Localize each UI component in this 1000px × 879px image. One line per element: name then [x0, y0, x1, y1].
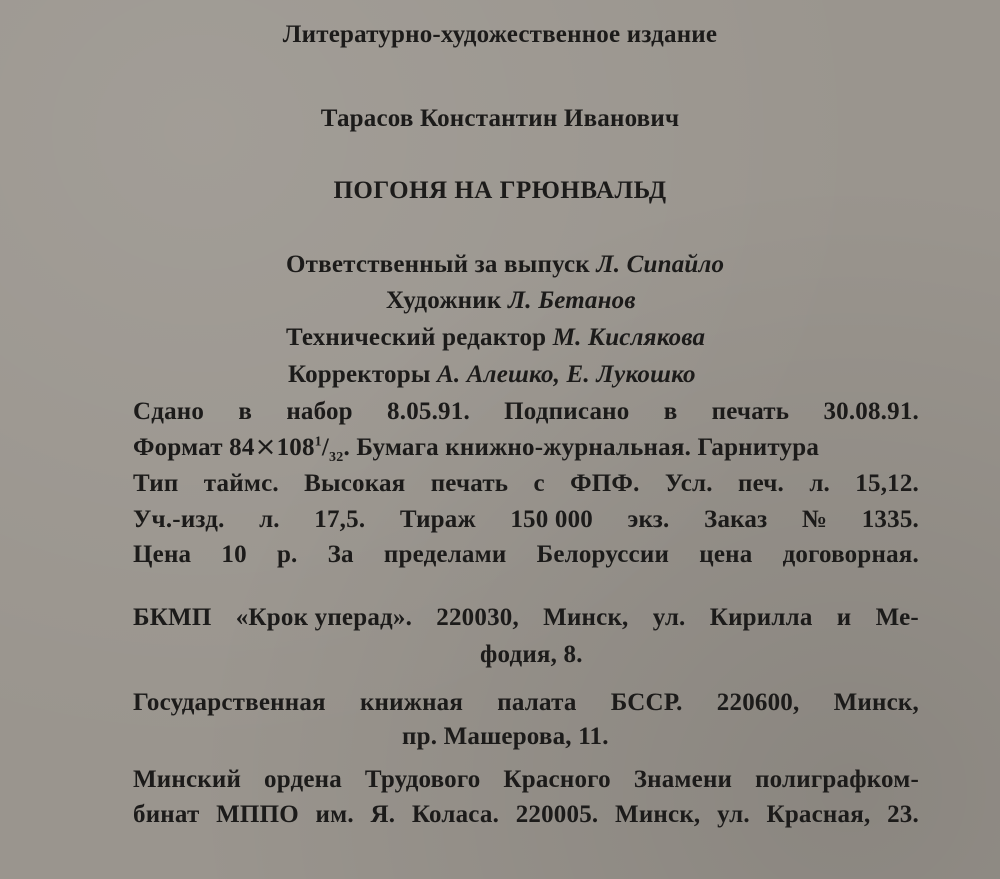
credit-role: Ответственный за выпуск: [286, 251, 590, 278]
word: Коласа.: [411, 801, 500, 828]
word: книжная: [359, 689, 464, 716]
word: Белоруссии: [536, 541, 670, 568]
credit-artist: [386, 286, 636, 316]
word: ул.: [652, 604, 686, 631]
word: 1335.: [861, 506, 919, 533]
word: 150 000: [510, 506, 593, 533]
word: 8.05.91.: [387, 398, 470, 425]
word: и: [836, 604, 852, 631]
word: Усл.: [664, 470, 713, 497]
word: 23.: [887, 801, 919, 828]
word: печать: [711, 398, 790, 425]
printer-line-2: [133, 800, 919, 830]
credit-person: М. Кислякова: [552, 324, 706, 351]
word: л.: [809, 470, 830, 497]
word: л.: [259, 506, 280, 533]
credit-tech-editor: [286, 323, 705, 353]
word: МППО: [216, 801, 299, 828]
word: набор: [286, 398, 353, 425]
word: в: [663, 398, 678, 425]
word: Цена: [133, 541, 192, 568]
word: «Крок уперад».: [235, 604, 413, 631]
credit-role: Корректоры: [288, 361, 431, 388]
word: №: [801, 506, 828, 533]
format-width: 84: [229, 434, 255, 461]
word: Минск,: [615, 801, 701, 828]
production-line-1: [133, 397, 919, 427]
word: ул.: [717, 801, 750, 828]
word: Красная,: [766, 801, 871, 828]
word: Ме-: [875, 604, 919, 631]
word: цена: [699, 541, 753, 568]
paper-type: . Бумага книжно-журнальная. Гарнитура: [343, 434, 820, 461]
word: БКМП: [133, 604, 212, 631]
credit-person: Л. Сипайло: [596, 251, 725, 278]
word: в: [238, 398, 253, 425]
word: экз.: [627, 506, 670, 533]
book-title: ПОГОНЯ НА ГРЮНВАЛЬД: [333, 177, 667, 204]
word: 30.08.91.: [823, 398, 919, 425]
word: 220005.: [515, 801, 599, 828]
credit-person: Л. Бетанов: [507, 287, 636, 314]
printer-line-1: [133, 765, 919, 795]
format-times: ×: [254, 432, 277, 462]
word: За: [327, 541, 354, 568]
word: Я.: [370, 801, 396, 828]
publisher-line-2: фодия, 8.: [480, 641, 583, 668]
production-line-5: [133, 540, 919, 570]
word: 220600,: [716, 689, 800, 716]
credit-person: А. Алешко, Е. Лукошко: [437, 361, 696, 388]
word: договорная.: [782, 541, 919, 568]
credit-role: Технический редактор: [286, 324, 547, 351]
word: Государственная: [133, 689, 326, 716]
word: Заказ: [704, 506, 768, 533]
word: печать: [430, 470, 509, 497]
word: Минск,: [833, 689, 919, 716]
word: Знамени: [633, 766, 733, 793]
word: полиграфком-: [755, 766, 919, 793]
credit-role: Художник: [386, 287, 502, 314]
credit-proofreaders: [288, 360, 696, 390]
word: с: [533, 470, 545, 497]
word: Тип: [133, 470, 179, 497]
word: бинат: [133, 801, 200, 828]
word: 10: [221, 541, 247, 568]
word: им.: [315, 801, 354, 828]
publisher-line-1: [133, 603, 919, 633]
word: Уч.-изд.: [133, 506, 225, 533]
word: Минский: [133, 766, 242, 793]
production-line-3: [133, 469, 919, 499]
production-line-2: Формат $84\times 108^1/_{32}$. Бумага книжно-журнальная. Гарнитура: [133, 432, 820, 465]
word: ФПФ.: [570, 470, 640, 497]
publication-type: Литературно-художественное издание: [282, 21, 718, 48]
production-line-4: [133, 505, 919, 535]
word: Высокая: [304, 470, 406, 497]
word: таймс.: [203, 470, 279, 497]
word: Тираж: [399, 506, 476, 533]
format-fraction-num: 1: [314, 434, 322, 450]
word: БССР.: [610, 689, 683, 716]
word: Минск,: [543, 604, 629, 631]
word: Подписано: [504, 398, 630, 425]
author-name: Тарасов Константин Иванович: [320, 105, 680, 132]
word: р.: [276, 541, 298, 568]
word: Сдано: [133, 398, 205, 425]
word: 220030,: [436, 604, 519, 631]
word: Кирилла: [709, 604, 813, 631]
format-label: Формат: [133, 434, 223, 461]
word: 15,12.: [855, 470, 919, 497]
word: ордена: [264, 766, 342, 793]
word: Красного: [503, 766, 611, 793]
credit-responsible: [286, 250, 724, 280]
word: Трудового: [364, 766, 481, 793]
format-fraction-den: 32: [329, 450, 344, 465]
word: палата: [497, 689, 577, 716]
word: 17,5.: [314, 506, 366, 533]
registry-line-1: [133, 688, 919, 718]
registry-line-2: пр. Машерова, 11.: [402, 723, 609, 750]
word: печ.: [737, 470, 785, 497]
format-height: 108: [276, 434, 315, 461]
word: пределами: [383, 541, 507, 568]
